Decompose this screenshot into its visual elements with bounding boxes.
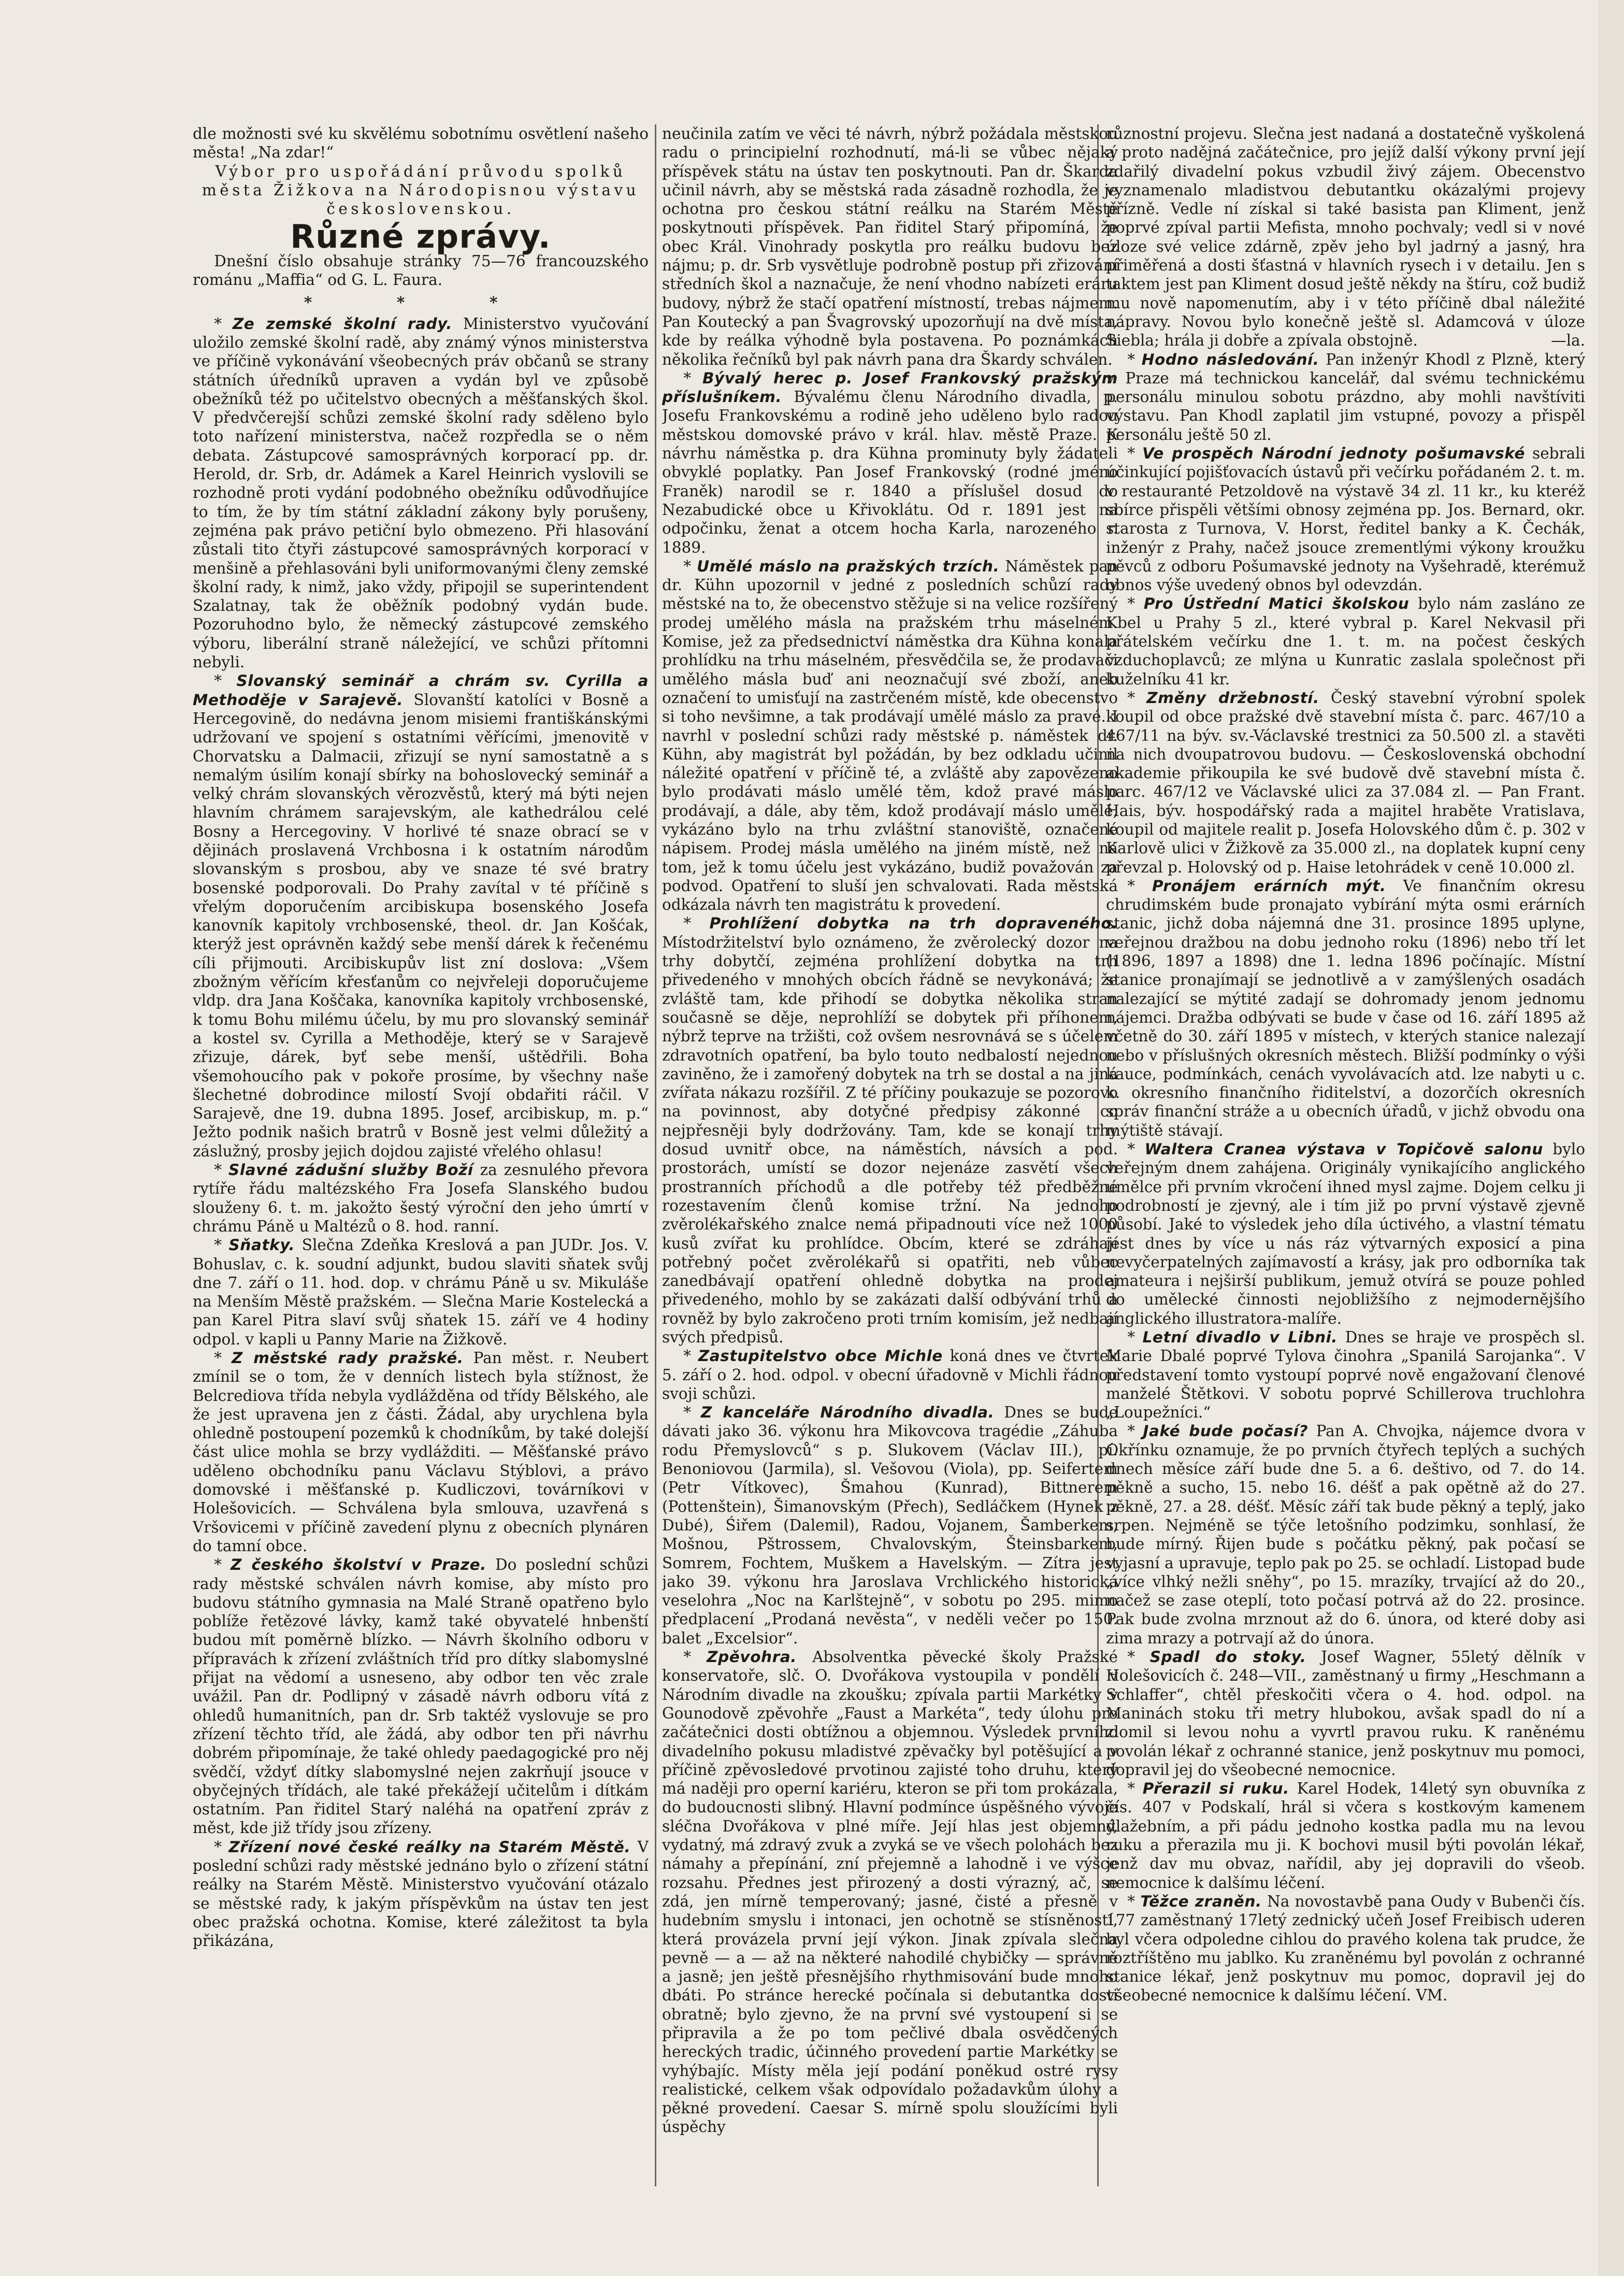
article-headline: Z českého školství v Praze. — [231, 1556, 487, 1574]
article-body: koná dnes ve čtvrtek 5. září o 2. hod. odpol. v obecní úřadovně v Michli řádnou svoji schůzi. — [662, 1347, 1118, 1402]
article: * Z českého školství v Praze. Do poslední schůzi rady městské schválen návrh komise, aby místo pro budovu státního gymnasia na Malé Straně opatřeno bylo poblíže řetězové lávky, kamž také obyvatelé hnbenští budou mít poměrně blízko. — Návrh školního odboru v přípravách k zřízení zvláštních tříd pro dítky slabomyslné přijat na vědomí a usneseno, aby odbor ten věc zrale uvážil. Pan dr. Podlipný v zásadě návrh odboru vítá z ohledů humanitních, pan dr. Srb taktéž vyslovuje se pro zřízení těchto tříd, ale žádá, aby odbor ten při návrhu dobrém připomínaje, že také ohledy paedagogické pro něj svědčí, vždyť dítky slabomyslné nejen zakrňují jsouce v obyčejných třídách, ale také překážejí učitelům i dítkám ostatním. Pan řiditel Starý naléhá na opatření zpráv z měst, kde již třídy jsou zřízeny. — [193, 1556, 649, 1837]
article: * Prohlížení dobytka na trh dopraveného. Místodržitelství bylo oznámeno, že zvěrolecký dozor na trhy dobytčí, zejména prohlížení dobytka na trh přivedeného v mnohých obcích řádně se nevykonává; že zvláště tam, kde přihodí se dobytka několika stran současně se děje, neprohlíží se dobytek při příhonem, nýbrž teprve na tržišti, což ovšem nesrovnává se s účelem zdravotních opatření, ba bylo touto nedbalostí nejednou zaviněno, že i zamořený dobytek na trh se dostal a na jiná zvířata nákazu rozšířil. Z té příčiny poukazuje se pozorovo na povinnost, aby dotyčné předpisy zákonné co nejpřesněji byly dodržovány. Tam, kde se konají trhy dosud uvnitř obce, na náměstích, návsích a pod. prostorách, umístí se dozor nejenáze zasvětí všech prostranních příchodů a dle potřeby též předběžné rozestavením členů komise tržní. Na jednoho zvěrolékařského znalce nemá připadnouti více než 1000 kusů zvířat ku prohlídce. Obcím, které se zdráhají potřebný počet zvěrolékařů si opatřiti, neb vůbec zanedbávají opatření ohledně dobytka na prodej přivedeného, mohlo by se zakázati další odbývání trhů a rovněž by bylo zakročeno proti trním komisím, jež nedbají svých předpisů. — [662, 914, 1118, 1346]
article-body: Dnes se hraje ve prospěch sl. Marie Dbalé poprvé Tylova činohra „Spanilá Sarojanka“. V představení tomto vystoupí poprvé nově engažovaní členové manželé Štětkovi. V sobotu poprvé Schillerova truchlohra „Loupežníci.“ — [1106, 1328, 1585, 1422]
article: * Sňatky. Slečna Zdeňka Kreslová a pan JUDr. Jos. V. Bohuslav, c. k. soudní adjunkt, budou slaviti sňatek svůj dne 7. září o 11. hod. dop. v chrámu Páně u sv. Mikuláše na Menším Městě pražském. — Slečna Marie Kostelecká a pan Karel Pitra slaví svůj sňatek 15. září ve 4 hodiny odpol. v kapli u Panny Marie na Žižkově. — [193, 1236, 649, 1348]
article-body: Pan inženýr Khodl z Plzně, který v Praze má technickou kancelář, dal svému technickému personálu minulou sobotu prázdno, aby mohli navštíviti výstavu. Pan Khodl zaplatil jim vstupné, povozy a přispěl personálu ještě 50 zl. — [1106, 350, 1585, 443]
article-body: sebrali účinkující pojišťovacích ústavů při večírku pořádaném 2. t. m. v restauranté Petzoldově na výstavě 34 zl. 11 kr., ku kteréž sbírce přispěli většími obnosy zejména pp. Jos. Bernard, okr. starosta z Turnova, V. Horst, ředitel banky a K. Čechák, inženýr z Prahy, načež jsouce zrementlými výkony kroužku pěvců z odboru Pošumavské jednoty na Vyšehradě, kterémuž obnos výše uvedený obnos byl odevzdán. — [1106, 445, 1585, 594]
article-body: bylo veřejným dnem zahájena. Originály vynikajícího anglického umělce při prvním vkročení ihned mysl zajme. Dojem celku ji podrobností je zjevný, ale i tím již po první výstavě zjevně působí. Jaké to výsledek jeho díla úctivého, a vlastní tématu jest dnes by více u nás ráz výtvarných exposicí a pina nevyčerpatelných zajímavostí a krásy, jak pro odborníka tak amateura i nejširší publikum, jemuž otvírá se pouze pohled do umělecké činnosti nejobližšího z nejmodernějšího anglického illustratora-malíře. — [1106, 1140, 1585, 1327]
article-body: Český stavební výrobní spolek koupil od obce pražské dvě stavební místa č. parc. 467/10 a 467/11 na býv. sv.-Václavské trestnici za 50.500 zl. a stavěti na nich dvoupatrovou budovu. — Československá obchodní akademie přikoupila ke své budově dvě stavební místa č. parc. 467/12 ve Václavské ulici za 37.084 zl. — Pan Frant. Hais, býv. hospodářský rada a majitel hraběte Vratislava, koupil od majitele realit p. Josefa Holovského dům č. p. 302 v Karlově ulici v Žižkově za 35.000 zl., na doplatek kupní ceny převzal p. Holovský od p. Haise letohrádek v ceně 10.000 zl. — [1106, 689, 1585, 876]
article: * Ve prospěch Národní jednoty pošumavské sebrali účinkující pojišťovacích ústavů při večírku pořádaném 2. t. m. v restauranté Petzoldově na výstavě 34 zl. 11 kr., ku kteréž sbírce přispěli většími obnosy zejména pp. Jos. Bernard, okr. starosta z Turnova, V. Horst, ředitel banky a K. Čechák, inženýr z Prahy, načež jsouce zrementlými výkony kroužku pěvců z odboru Pošumavské jednoty na Vyšehradě, kterémuž obnos výše uvedený obnos byl odevzdán. — [1106, 445, 1585, 594]
article: * Waltera Cranea výstava v Topičově salonu bylo veřejným dnem zahájena. Originály vynikajícího anglického umělce při prvním vkročení ihned mysl zajme. Dojem celku ji podrobností je zjevný, ale i tím již po první výstavě zjevně působí. Jaké to výsledek jeho díla úctivého, a vlastní tématu jest dnes by více u nás ráz výtvarných exposicí a pina nevyčerpatelných zajímavostí a krásy, jak pro odborníka tak amateura i nejširší publikum, jemuž otvírá se pouze pohled do umělecké činnosti nejobližšího z nejmodernějšího anglického illustratora-malíře. — [1106, 1140, 1585, 1327]
column-middle — [662, 124, 1118, 2197]
page-edge — [1598, 0, 1624, 2276]
intro-text: dle možnosti své ku skvělému sobotnímu osvětlení našeho města! „Na zdar!“ — [193, 125, 649, 162]
article-headline: Slavné zádušní služby Boží — [228, 1161, 473, 1179]
article: * Přerazil si ruku. Karel Hodek, 14letý syn obuvníka z čís. 407 v Podskalí, hrál si včera s kostkovým kamenem dlažebním, a při pádu jednoho kostka padla mu na levou ruku a přerazila mu ji. K bochovi musil býti povolán lékař, jenž dav mu obvaz, nařídil, aby jej dopravili do všeob. nemocnice k dalšímu léčení. — [1106, 1780, 1585, 1892]
article-headline: Bývalý herec p. Josef Frankovský pražským příslušníkem. — [662, 369, 1118, 406]
article: * Slovanský seminář a chrám sv. Cyrilla a Methoděje v Sarajevě. Slovanští katolíci v Bosně a Hercegovině, do nedávna jenom misiemi františkánskými udržovaní ve spojení s ostatními věřícími, jmenovitě v Chorvatsku a Dalmacii, zřizují se nyní samostatně a s nemalým úsilím konají sbírky na bohoslovecký seminář a velký chrám slovanských věrozvěstů, který má býti nejen hlavním chrámem sarajevským, ale kathedrálou celé Bosny a Hercegoviny. V horlivé té snaze obrací se v dějinách proslavená Vrchbosna i k ostatním národům slovanským s prosbou, aby ve snaze té své bratry bosenské podporovali. Do Prahy zavítal v té příčině s vřelým doporučením arcibiskupa bosenského Josefa kanovník kapitoly vrchbosenské, theol. dr. Jan Košćak, kterýž jest oprávněn každý sebe menší dárek k řečenému cíli přijmouti. Arcibiskupův list zní doslova: „Všem zbožným věřícím křesťanům co nejvřeleji doporučujeme vldp. dra Jana Koščaka, kanovníka kapitoly vrchbosenské, k tomu Bohu milému účelu, by mu pro slovanský seminář a kostel sv. Cyrilla a Methoděje, který se v Sarajevě zřizuje, dárek, byť sebe menší, uštědřili. Boha všemohoucího pak v pokoře prosíme, by všechny naše šlechetné dobrodince milostí Svojí obdařiti ráčil. V Sarajevě, dne 19. dubna 1895. Josef, arcibiskup, m. p.“ Ježto podnik našich bratrů v Bosně jest velmi důležitý a záslužný, prosby jejich dojdou zajisté vřelého ohlasu! — [193, 672, 649, 1160]
article-body: Ministerstvo vyučování uložilo zemské školní radě, aby známý výnos ministerstva ve příčině vykonávání všeobecných práv občanů se strany státních úředníků upraven a vydán byl ve způsobě obežníků též po učitelstvo obecných a měšťanských škol. V předvčerejší schůzi zemské školní rady sděleno bylo toto nařízení ministerstva, načež rozpředla se o něm debata. Zástupcové samosprávných korporací pp. dr. Herold, dr. Srb, dr. Adámek a Karel Heinrich vyslovili se rozhodně proti vydání podobného obežníku odůvodňujíce to tím, že by tím státní základní zákony byly porušeny, zejména pak právo petiční bylo obmezeno. Při hlasování zůstali tito čtyři zástupcové samosprávných korporací v menšině a přehlasováni byli uniformovanými členy zemské školní rady, k nimž, jako vždy, připojil se superintendent Szalatnay, tak že oběžník podobný vydán bude. Pozoruhodno bylo, že německý zástupcové zemského výboru, liberální straně náležející, ve schůzi přítomni nebyli. — [193, 314, 649, 671]
article: * Jaké bude počasí? Pan A. Chvojka, nájemce dvora v Okřínku oznamuje, že po prvních čtyřech teplých a suchých dnech měsíce září bude dne 5. a 6. deštivo, od 7. do 14. pěkně a sucho, 15. nebo 16. déšť a pak opětně až do 27. pěkně, 27. a 28. déšť. Měsíc září tak bude pěkný a teplý, jako srpen. Nejméně se týče letošního podzimku, sonhlasí, že bude mírný. Řijen bude s počátku pěkný, pak počasí se vyjasní a upravuje, teplo pak po 25. se ochladí. Listopad bude „více vlhký nežli sněhy“, po 15. mrazíky, trvající až do 20., načež se zase oteplí, toto počasí potrvá až do 22. prosince. Pak bude zvolna mrznout až do 6. února, od které doby asi zima mrazy a potrvají až do února. — [1106, 1422, 1585, 1647]
article: * Zastupitelstvo obce Michle koná dnes ve čtvrtek 5. září o 2. hod. odpol. v obecní úřadovně v Michli řádnou svoji schůzi. — [662, 1347, 1118, 1402]
article: * Pro Ústřední Matici školskou bylo nám zasláno ze Kbel u Prahy 5 zl., které vybral p. Karel Nekvasil při přátelském večírku dne 1. t. m. na počest českých vzduchoplavců; ze mlýna u Kunratic zaslala společnost při kuželníku 41 kr. — [1106, 595, 1585, 688]
article-headline: Umělé máslo na pražských trzích. — [697, 557, 1000, 575]
article-body: za zesnulého převora rytíře řádu maltézského Fra Josefa Slanského budou slouženy 6. t. m. jakožto šestý výroční den jeho úmrtí v chrámu Páně u Maltézů o 8. hod. ranní. — [193, 1161, 649, 1235]
article: * Umělé máslo na pražských trzích. Náměstek pan dr. Kühn upozornil v jedné z posledních schůzí rady městské na to, že obecenstvo stěžuje si na velice rozšířený prodej umělého másla na pražském trhu máselném. Komise, jež za předsednictví náměstka dra Kühna konala prohlídku na trhu máselném, přesvědčila se, že prodavači umělého másla buď ani neoznačují své zboží, aneb označení to umisťují na zastrčeném místě, kde obecenstvo si toho nevšimne, a tak prodávají umělé máslo za pravé. I navrhl v poslední schůzi rady městské p. náměstek dr. Kühn, aby magistrát byl požádán, by bez odkladu učinil náležité opatření v příčině té, a zvláště aby zapovězeno bylo prodávati máslo umělé těm, kdož pravé máslo prodávají, a dále, aby těm, kdož prodávají máslo umělé, vykázáno bylo na trhu zvláštní stanoviště, označené nápisem. Prodej másla umělého na jiném místě, než na tom, jež k tomu účelu jest vykázáno, budiž považován za podvod. Opatření to sluší jen schvalovati. Rada městská odkázala návrh ten magistrátu k provedení. — [662, 557, 1118, 914]
article-body: Na novostavbě pana Oudy v Bubenči čís. 177 zaměstnaný 17letý zednický učeň Josef Freibisch uderen byl včera odpoledne cihlou do pravého kolena tak prudce, že roztříštěno mu jablko. Ku zraněnému byl povolán z ochranné stanice lékař, jenž poskytnuv mu pomoc, dopravil jej do všeobecné nemocnice k dalšímu léčení. — [1106, 1892, 1585, 2005]
article: * Hodno následování. Pan inženýr Khodl z Plzně, který v Praze má technickou kancelář, dal svému technickému personálu minulou sobotu prázdno, aby mohli navštíviti výstavu. Pan Khodl zaplatil jim vstupné, povozy a přispěl personálu ještě 50 zl. — [1106, 350, 1585, 443]
article-body: Karel Hodek, 14letý syn obuvníka z čís. 407 v Podskalí, hrál si včera s kostkovým kamenem dlažebním, a při pádu jednoho kostka padla mu na levou ruku a přerazila mu ji. K bochovi musil býti povolán lékař, jenž dav mu obvaz, nařídil, aby jej dopravili do všeob. nemocnice k dalšímu léčení. — [1106, 1780, 1585, 1892]
article-body: V poslední schůzi rady městské jednáno bylo o zřízení státní reálky na Starém Městě. Ministerstvo vyučování otázalo se městské rady, k jakým příspěvkům na ústav ten jest obec pražská ochotna. Komise, které záležitost ta byla přikázána, — [193, 1838, 649, 1950]
article-body: Absolventka pěvecké školy Pražské konservatoře, slč. O. Dvořákova vystoupila v pondělí v Národním divadle na zkoušku; zpívala partii Markétky v Gounodově zpěvohře „Faust a Markéta“, tedy úlohu pro začátečnici dosti obtížnou a objemnou. Výsledek prvního divadelního pokusu mladistvé zpěvačky byl potěšující a v příčině zpěvosledové prvotinou zajisté toho druhu, který má naději pro operní kariéru, kteron se při tom prokázala, do budoucnosti slibný. Hlavní podmínce úspěšného vývoje sléčna Dvořákova v plné míře. Její hlas jest objemný, vydatný, má zdravý zvuk a zvyká se ve všech polohách bez námahy a přepínání, zní přejemně a lahodně i ve výšce rozsahu. Přednes jest přirozený a dosti výrazný, ač, se zdá, jen mírně temperovaný; jasné, čisté a přesně v hudebním smyslu i intonaci, jen ochotně se stísněností, která provázela první její výkon. Jinak zpívala slečna pevně — a — až na některé nahodilé chybičky — správně a jasně; jen ještě přesnějšího rhythmisování bude mnoho dbáti. Po stránce herecké počínala si debutantka dosti obratně; bylo zjevno, že na první své vystoupení si se připravila a že po tom pečlivé dbala osvědčených hereckých tradic, účinného provedení partie Markétky se vyhýbajíc. Místy měla její podání poněkud ostré rysy realistické, celkem však odpovídalo požadavkům úlohy a pěkné provedení. Caesar S. mírně spolu sloužícími byli — [662, 1648, 1118, 2117]
article-body: Ve finančním okresu chrudimském bude pronajato vybírání mýta osmi erárních stanic, jichž doba nájemná dne 31. prosince 1895 uplyne, veřejnou dražbou na dobu jednoho roku (1896) nebo tří let (1896, 1897 a 1898) dne 1. ledna 1896 počínajíc. Místní stanice pronajímají se jednotlivě a v zamýšlených osadách nalezající se mýtité zadají se dohromady jenom jednomu nájemci. Dražba odbývati se bude v čase od 16. září 1895 až včetně do 30. září 1895 v místech, v kterých stanice nalezají nebo v příslušných okresních městech. Bližší podmínky o výši kauce, podmínkách, cenách vyvolávacích atd. lze nabyti u c. k. okresního finančního řiditelství, a dozorčích okresních správ finanční stráže a u obecních úřadů, v jichž obvodu ona mýtiště stávají. — [1106, 877, 1585, 1139]
article: * Slavné zádušní služby Boží za zesnulého převora rytíře řádu maltézského Fra Josefa Slanského budou slouženy 6. t. m. jakožto šestý výroční den jeho úmrtí v chrámu Páně u Maltézů o 8. hod. ranní. — [193, 1161, 649, 1235]
article-body: bylo nám zasláno ze Kbel u Prahy 5 zl., které vybral p. Karel Nekvasil při přátelském večírku dne 1. t. m. na počest českých vzduchoplavců; ze mlýna u Kunratic zaslala společnost při kuželníku 41 kr. — [1106, 595, 1585, 688]
article-tail: VM. — [1416, 1986, 1448, 2005]
article-headline: Ze zemské školní rady. — [232, 314, 453, 333]
article-body: Slečna Zdeňka Kreslová a pan JUDr. Jos. V. Bohuslav, c. k. soudní adjunkt, budou slaviti sňatek svůj dne 7. září o 11. hod. dop. v chrámu Páně u sv. Mikuláše na Menším Městě pražském. — Slečna Marie Kostelecká a pan Karel Pitra slaví svůj sňatek 15. září ve 4 hodiny odpol. v kapli u Panny Marie na Žižkově. — [193, 1236, 649, 1348]
article-headline: Přerazil si ruku. — [1142, 1780, 1289, 1798]
article: * Těžce zraněn. Na novostavbě pana Oudy v Bubenči čís. 177 zaměstnaný 17letý zednický učeň Josef Freibisch uderen byl včera odpoledne cihlou do pravého kolena tak prudce, že roztříštěno mu jablko. Ku zraněnému byl povolán z ochranné stanice lékař, jenž poskytnuv mu pomoc, dopravil jej do všeobecné nemocnice k dalšímu léčení. VM. — [1106, 1892, 1585, 2005]
article-body: různostní projevu. Slečna jest nadaná a dostatečně vyškolená a proto nadějná začátečnice, pro jejíž další výkony první její zdařilý divadelní pokus vzbudil živý zájem. Obecenstvo vyznamenalo mladistvou debutantku okázalými projevy přízně. Vedle ní získal si také basista pan Kliment, jenž poprvé zpíval partii Mefista, mnoho pochvaly; vedl si v nové úloze své velice zdárně, zpěv jeho byl jadrný a jasný, hra přiměřená a dosti šťastná v hlavních rysech i v detailu. Jen s taktem jest pan Kliment dosud ještě někdy na štíru, což budiž mu nově napomenutím, aby i v této příčině dbal náležité nápravy. Novou bylo konečně ještě sl. Adamcová v úloze Siebla; hrála ji dobře a zpívala obstojně. — [1106, 125, 1585, 350]
notice: Dnešní číslo obsahuje stránky 75—76 francouzského románu „Maffia“ od G. L. Faura. — [193, 252, 649, 289]
section-separator: * * * — [304, 293, 538, 312]
author-signature: —la. — [1551, 332, 1585, 350]
article-continuation: neučinila zatím ve věci té návrh, nýbrž požádala městskou radu o principielní rozhodnutí, má-li se vůbec nějaký příspěvek státu na ústav ten poskytnouti. Pan dr. Škarda učinil návrh, aby se městská rada zásadně rozhodla, že je ochotna pro českou státní reálku na Starém Městě poskytnouti příspěvek. Pan řiditel Starý připomíná, že obec Král. Vinohrady poskytla pro reálku budovu bez nájmu; p. dr. Srb vysvětluje podrobně postup při zřizování středních škol a naznačuje, že není vhodno nabízeti eráru budovy, nýbrž že stačí opatření místností, trebas nájmem. Pan Koutecký a pan Švagrovský upozorňují na dvě místa, kde by reálka výhodně byla postavena. Po poznámkách několika řečníků byl pak návrh pana dra Škardy schválen. — [662, 125, 1118, 368]
article-headline: Pro Ústřední Matici školskou — [1143, 595, 1410, 613]
article-headline: Prohlížení dobytka na trh dopraveného. — [709, 914, 1118, 933]
article: * Bývalý herec p. Josef Frankovský pražským příslušníkem. Bývalému členu Národního divadla, p. Josefu Frankovskému a rodině jeho uděleno bylo radou městskou domovské právo v král. hlav. městě Praze. K návrhu náměstka p. dra Kühna prominuty byly žádateli obvyklé poplatky. Pan Josef Frankovský (rodné jméno Franěk) narodil se r. 1840 a příslušel dosud do Nezabudické obce u Křivoklátu. Od r. 1891 jest na odpočinku, ženat a otcem hocha Karla, narozeného r. 1889. — [662, 369, 1118, 556]
article-body: Náměstek pan dr. Kühn upozornil v jedné z posledních schůzí rady městské na to, že obecenstvo stěžuje si na velice rozšířený prodej umělého másla na pražském trhu máselném. Komise, jež za předsednictví náměstka dra Kühna konala prohlídku na trhu máselném, přesvědčila se, že prodavači umělého másla buď ani neoznačují své zboží, aneb označení to umisťují na zastrčeném místě, kde obecenstvo si toho nevšimne, a tak prodávají umělé máslo za pravé. I navrhl v poslední schůzi rady městské p. náměstek dr. Kühn, aby magistrát byl požádán, by bez odkladu učinil náležité opatření v příčině té, a zvláště aby zapovězeno bylo prodávati máslo umělé těm, kdož pravé máslo prodávají, a dále, aby těm, kdož prodávají máslo umělé, vykázáno bylo na trhu zvláštní stanoviště, označené nápisem. Prodej másla umělého na jiném místě, než na tom, jež k tomu účelu jest vykázáno, budiž považován za podvod. Opatření to sluší jen schvalovati. Rada městská odkázala návrh ten magistrátu k provedení. — [662, 557, 1118, 914]
article-headline: Sňatky. — [228, 1236, 295, 1254]
article-headline: Z městské rady pražské. — [231, 1349, 464, 1367]
article-body: Bývalému členu Národního divadla, p. Josefu Frankovskému a rodině jeho uděleno bylo radou městskou domovské právo v král. hlav. městě Praze. K návrhu náměstka p. dra Kühna prominuty byly žádateli obvyklé poplatky. Pan Josef Frankovský (rodné jméno Franěk) narodil se r. 1840 a příslušel dosud do Nezabudické obce u Křivoklátu. Od r. 1891 jest na odpočinku, ženat a otcem hocha Karla, narozeného r. 1889. — [662, 388, 1118, 556]
article-headline: Změny držebností. — [1146, 689, 1319, 707]
article-headline: Hodno následování. — [1141, 350, 1319, 368]
column-rule — [655, 124, 656, 2186]
article-body: Slovanští katolíci v Bosně a Hercegovině, do nedávna jenom misiemi františkánskými udržovaní ve spojení s ostatními věřícími, jmenovitě v Chorvatsku a Dalmacii, zřizují se nyní samostatně a s nemalým úsilím konají sbírky na bohoslovecký seminář a velký chrám slovanských věrozvěstů, který má býti nejen hlavním chrámem sarajevským, ale kathedrálou celé Bosny a Hercegoviny. V horlivé té snaze obrací se v dějinách proslavená Vrchbosna i k ostatním národům slovanským s prosbou, aby ve snaze té své bratry bosenské podporovali. Do Prahy zavítal v té příčině s vřelým doporučením arcibiskupa bosenského Josefa kanovník kapitoly vrchbosenské, theol. dr. Jan Košćak, kterýž jest oprávněn každý sebe menší dárek k řečenému cíli přijmouti. Arcibiskupův list zní doslova: „Všem zbožným věřícím křesťanům co nejvřeleji doporučujeme vldp. dra Jana Koščaka, kanovníka kapitoly vrchbosenské, k tomu Bohu milému účelu, by mu pro slovanský seminář a kostel sv. Cyrilla a Methoděje, který se v Sarajevě zřizuje, dárek, byť sebe menší, uštědřili. Boha všemohoucího pak v pokoře prosíme, by všechny naše šlechetné dobrodince milostí Svojí obdařiti ráčil. V Sarajevě, dne 19. dubna 1895. Josef, arcibiskup, m. p.“ Ježto podnik našich bratrů v Bosně jest velmi důležitý a záslužný, prosby jejich dojdou zajisté vřelého ohlasu! — [193, 691, 649, 1160]
article-headline: Těžce zraněn. — [1140, 1892, 1262, 1910]
article-headline: Z kanceláře Národního divadla. — [700, 1404, 995, 1422]
column-right — [1106, 124, 1585, 2197]
article-headline: Jaké bude počasí? — [1143, 1422, 1309, 1440]
article: * Zřízení nové české reálky na Starém Městě. V poslední schůzi rady městské jednáno bylo o zřízení státní reálky na Starém Městě. Ministerstvo vyučování otázalo se městské rady, k jakým příspěvkům na ústav ten jest obec pražská ochotna. Komise, které záležitost ta byla přikázána, — [193, 1838, 649, 1950]
article-headline: Zastupitelstvo obce Michle — [698, 1347, 943, 1365]
article-body: Dnes se bude dávati jako 36. výkonu hra Mikovcova tragédie „Záhuba rodu Přemyslovců“ s p. Slukovem (Václav III.), pí. Benoniovou (Jarmila), sl. Vešovou (Viola), pp. Seifertem (Petr Vítkovec), Šmahou (Kunrad), Bittnerem (Pottenštein), Šimanovským (Přech), Sedláčkem (Hynek z Dubé), Śiřem (Dalemil), Radou, Vojanem, Šamberkem, Mošnou, Pštrossem, Chvalovským, Šteinsbarkem, Somrem, Fochtem, Muškem a Havelským. — Zítra jest jako 39. výkonu hra Jaroslava Vrchlického historická veselohra „Noc na Karlštejně“, v sobotu po 295. mimo předplacení „Prodaná nevěsta“, v neděli večer po 150. balet „Excelsior“. — [662, 1404, 1118, 1647]
article: * Z městské rady pražské. Pan měst. r. Neubert zmínil se o tom, že v denních listech byla stížnost, že Belcrediova třída nebyla vydlážděna od třídy Bělského, ale že jest upravena jen z části. Žádal, aby urychlena byla ohledně postoupení pozemků k chodníkům, by také dolejší část ulice mohla se brzy vydlážditi. — Měšťanské právo uděleno obchodníku panu Václavu Stýblovi, a právo domovské i měšťanské p. Kudliczovi, továrníkovi v Holešovicích. — Schválena byla smlouva, uzavřená s Vršovicemi v příčině zavedení plynu z obecních plynáren do tamní obce. — [193, 1349, 649, 1555]
article: * Změny držebností. Český stavební výrobní spolek koupil od obce pražské dvě stavební místa č. parc. 467/10 a 467/11 na býv. sv.-Václavské trestnici za 50.500 zl. a stavěti na nich dvoupatrovou budovu. — Československá obchodní akademie přikoupila ke své budově dvě stavební místa č. parc. 467/12 ve Václavské ulici za 37.084 zl. — Pan Frant. Hais, býv. hospodářský rada a majitel hraběte Vratislava, koupil od majitele realit p. Josefa Holovského dům č. p. 302 v Karlově ulici v Žižkově za 35.000 zl., na doplatek kupní ceny převzal p. Holovský od p. Haise letohrádek v ceně 10.000 zl. — [1106, 689, 1585, 876]
article-headline: Waltera Cranea výstava v Topičově salonu — [1144, 1140, 1543, 1158]
section-title: Různé zprávy. — [290, 218, 551, 256]
article-body: Místodržitelství bylo oznámeno, že zvěrolecký dozor na trhy dobytčí, zejména prohlížení dobytka na trh přivedeného v mnohých obcích řádně se nevykonává; že zvláště tam, kde přihodí se dobytka několika stran současně se děje, neprohlíží se dobytek při příhonem, nýbrž teprve na tržišti, což ovšem nesrovnává se s účelem zdravotních opatření, ba bylo touto nedbalostí nejednou zaviněno, že i zamořený dobytek na trh se dostal a na jiná zvířata nákazu rozšířil. Z té příčiny poukazuje se pozorovo na povinnost, aby dotyčné předpisy zákonné co nejpřesněji byly dodržovány. Tam, kde se konají trhy dosud uvnitř obce, na náměstích, návsích a pod. prostorách, umístí se dozor nejenáze zasvětí všech prostranních příchodů a dle potřeby též předběžné rozestavením členů komise tržní. Na jednoho zvěrolékařského znalce nemá připadnouti více než 1000 kusů zvířat ku prohlídce. Obcím, které se zdráhají potřebný počet zvěrolékařů si opatřiti, neb vůbec zanedbávají opatření ohledně dobytka na prodej přivedeného, mohlo by se zakázati další odbývání trhů a rovněž by bylo zakročeno proti trním komisím, jež nedbají svých předpisů. — [662, 933, 1118, 1346]
article-body: Pan A. Chvojka, nájemce dvora v Okřínku oznamuje, že po prvních čtyřech teplých a suchých dnech měsíce září bude dne 5. a 6. deštivo, od 7. do 14. pěkně a sucho, 15. nebo 16. déšť a pak opětně až do 27. pěkně, 27. a 28. déšť. Měsíc září tak bude pěkný a teplý, jako srpen. Nejméně se týče letošního podzimku, sonhlasí, že bude mírný. Řijen bude s počátku pěkný, pak počasí se vyjasní a upravuje, teplo pak po 25. se ochladí. Listopad bude „více vlhký nežli sněhy“, po 15. mrazíky, trvající až do 20., načež se zase oteplí, toto počasí potrvá až do 22. prosince. Pak bude zvolna mrznout až do 6. února, od které doby asi zima mrazy a potrvají až do února. — [1106, 1422, 1585, 1647]
article-headline: Ve prospěch Národní jednoty pošumavské — [1142, 445, 1525, 463]
article-headline: Slovanský seminář a chrám sv. Cyrilla a Methoděje v Sarajevě. — [193, 672, 649, 709]
article: * Pronájem erárních mýt. Ve finančním okresu chrudimském bude pronajato vybírání mýta osmi erárních stanic, jichž doba nájemná dne 31. prosince 1895 uplyne, veřejnou dražbou na dobu jednoho roku (1896) nebo tří let (1896, 1897 a 1898) dne 1. ledna 1896 počínajíc. Místní stanice pronajímají se jednotlivě a v zamýšlených osadách nalezající se mýtité zadají se dohromady jenom jednomu nájemci. Dražba odbývati se bude v čase od 16. září 1895 až včetně do 30. září 1895 v místech, v kterých stanice nalezají nebo v příslušných okresních městech. Bližší podmínky o výši kauce, podmínkách, cenách vyvolávacích atd. lze nabyti u c. k. okresního finančního řiditelství, a dozorčích okresních správ finanční stráže a u obecních úřadů, v jichž obvodu ona mýtiště stávají. — [1106, 877, 1585, 1139]
article-headline: Pronájem erárních mýt. — [1152, 877, 1386, 895]
article-headline: Spadl do stoky. — [1149, 1648, 1306, 1666]
article-body: Do poslední schůzi rady městské schválen návrh komise, aby místo pro budovu státního gymnasia na Malé Straně opatřeno bylo poblíže řetězové lávky, kamž také obyvatelé hnbenští budou mít poměrně blízko. — Návrh školního odboru v přípravách k zřízení zvláštních tříd pro dítky slabomyslné přijat na vědomí a usneseno, aby odbor ten věc zrale uvážil. Pan dr. Podlipný v zásadě návrh odboru vítá z ohledů humanitních, pan dr. Srb taktéž vyslovuje se pro zřízení těchto tříd, ale žádá, aby odbor ten při návrhu dobrém připomínaje, že také ohledy paedagogické pro něj svědčí, vždyť dítky slabomyslné nejen zakrňují jsouce v obyčejných třídách, ale také překážejí učitelům i dítkám ostatním. Pan řiditel Starý naléhá na opatření zpráv z měst, kde již třídy jsou zřízeny. — [193, 1556, 649, 1837]
article-headline: Zřízení nové české reálky na Starém Městě. — [228, 1838, 631, 1856]
article: * Z kanceláře Národního divadla. Dnes se bude dávati jako 36. výkonu hra Mikovcova tragédie „Záhuba rodu Přemyslovců“ s p. Slukovem (Václav III.), pí. Benoniovou (Jarmila), sl. Vešovou (Viola), pp. Seifertem (Petr Vítkovec), Šmahou (Kunrad), Bittnerem (Pottenštein), Šimanovským (Přech), Sedláčkem (Hynek z Dubé), Śiřem (Dalemil), Radou, Vojanem, Šamberkem, Mošnou, Pštrossem, Chvalovským, Šteinsbarkem, Somrem, Fochtem, Muškem a Havelským. — Zítra jest jako 39. výkonu hra Jaroslava Vrchlického historická veselohra „Noc na Karlštejně“, v sobotu po 295. mimo předplacení „Prodaná nevěsta“, v neděli večer po 150. balet „Excelsior“. — [662, 1404, 1118, 1647]
article-body: Pan měst. r. Neubert zmínil se o tom, že v denních listech byla stížnost, že Belcrediova třída nebyla vydlážděna od třídy Bělského, ale že jest upravena jen z části. Žádal, aby urychlena byla ohledně postoupení pozemků k chodníkům, by také dolejší část ulice mohla se brzy vydlážditi. — Měšťanské právo uděleno obchodníku panu Václavu Stýblovi, a právo domovské i měšťanské p. Kudliczovi, továrníkovi v Holešovicích. — Schválena byla smlouva, uzavřená s Vršovicemi v příčině zavedení plynu z obecních plynáren do tamní obce. — [193, 1349, 649, 1555]
column-left — [193, 124, 649, 2197]
article-tail: úspěchy — [662, 2118, 726, 2136]
article-headline: Zpěvohra. — [707, 1648, 797, 1666]
article-body: Josef Wagner, 55letý dělník v Holešovicích č. 248—VII., zaměstnaný u firmy „Heschmann a Schlaffer“, chtěl přeskočiti včera o 4. hod. odpol. na Maninách stoku tři metry hlubokou, avšak spadl do ní a zlomil si levou nohu a vyvrtl pravou ruku. K raněnému povolán lékař z ochranné stanice, jenž poskytnuv mu pomoci, dopravil jej do všeobecné nemocnice. — [1106, 1648, 1585, 1779]
program-note: Výbor pro uspořádání průvodu spolků města Žižkova na Národopisnou výstavu československou. — [202, 162, 640, 218]
article: * Spadl do stoky. Josef Wagner, 55letý dělník v Holešovicích č. 248—VII., zaměstnaný u firmy „Heschmann a Schlaffer“, chtěl přeskočiti včera o 4. hod. odpol. na Maninách stoku tři metry hlubokou, avšak spadl do ní a zlomil si levou nohu a vyvrtl pravou ruku. K raněnému povolán lékař z ochranné stanice, jenž poskytnuv mu pomoci, dopravil jej do všeobecné nemocnice. — [1106, 1648, 1585, 1779]
article: * Zpěvohra. Absolventka pěvecké školy Pražské konservatoře, slč. O. Dvořákova vystoupila v pondělí v Národním divadle na zkoušku; zpívala partii Markétky v Gounodově zpěvohře „Faust a Markéta“, tedy úlohu pro začátečnici dosti obtížnou a objemnou. Výsledek prvního divadelního pokusu mladistvé zpěvačky byl potěšující a v příčině zpěvosledové prvotinou zajisté toho druhu, který má naději pro operní kariéru, kteron se při tom prokázala, do budoucnosti slibný. Hlavní podmínce úspěšného vývoje sléčna Dvořákova v plné míře. Její hlas jest objemný, vydatný, má zdravý zvuk a zvyká se ve všech polohách bez námahy a přepínání, zní přejemně a lahodně i ve výšce rozsahu. Přednes jest přirozený a dosti výrazný, ač, se zdá, jen mírně temperovaný; jasné, čisté a přesně v hudebním smyslu i intonaci, jen ochotně se stísněností, která provázela první její výkon. Jinak zpívala slečna pevně — a — až na některé nahodilé chybičky — správně a jasně; jen ještě přesnějšího rhythmisování bude mnoho dbáti. Po stránce herecké počínala si debutantka dosti obratně; bylo zjevno, že na první své vystoupení si se připravila a že po tom pečlivé dbala osvědčených hereckých tradic, účinného provedení partie Markétky se vyhýbajíc. Místy měla její podání poněkud ostré rysy realistické, celkem však odpovídalo požadavkům úlohy a pěkné provedení. Caesar S. mírně spolu sloužícími byli úspěchy — [662, 1648, 1118, 2136]
article: * Letní divadlo v Libni. Dnes se hraje ve prospěch sl. Marie Dbalé poprvé Tylova činohra „Spanilá Sarojanka“. V představení tomto vystoupí poprvé nově engažovaní členové manželé Štětkovi. V sobotu poprvé Schillerova truchlohra „Loupežníci.“ — [1106, 1328, 1585, 1422]
article-continuation — [1106, 124, 1585, 350]
article-headline: Letní divadlo v Libni. — [1142, 1328, 1338, 1346]
article: * Ze zemské školní rady. Ministerstvo vyučování uložilo zemské školní radě, aby známý výnos ministerstva ve příčině vykonávání všeobecných práv občanů se strany státních úředníků upraven a vydán byl ve způsobě obežníků též po učitelstvo obecných a měšťanských škol. V předvčerejší schůzi zemské školní rady sděleno bylo toto nařízení ministerstva, načež rozpředla se o něm debata. Zástupcové samosprávných korporací pp. dr. Herold, dr. Srb, dr. Adámek a Karel Heinrich vyslovili se rozhodně proti vydání podobného obežníku odůvodňujíce to tím, že by tím státní základní zákony byly porušeny, zejména pak právo petiční bylo obmezeno. Při hlasování zůstali tito čtyři zástupcové samosprávných korporací v menšině a přehlasováni byli uniformovanými členy zemské školní rady, k nimž, jako vždy, připojil se superintendent Szalatnay, tak že oběžník podobný vydán bude. Pozoruhodno bylo, že německý zástupcové zemského výboru, liberální straně náležející, ve schůzi přítomni nebyli. — [193, 314, 649, 671]
